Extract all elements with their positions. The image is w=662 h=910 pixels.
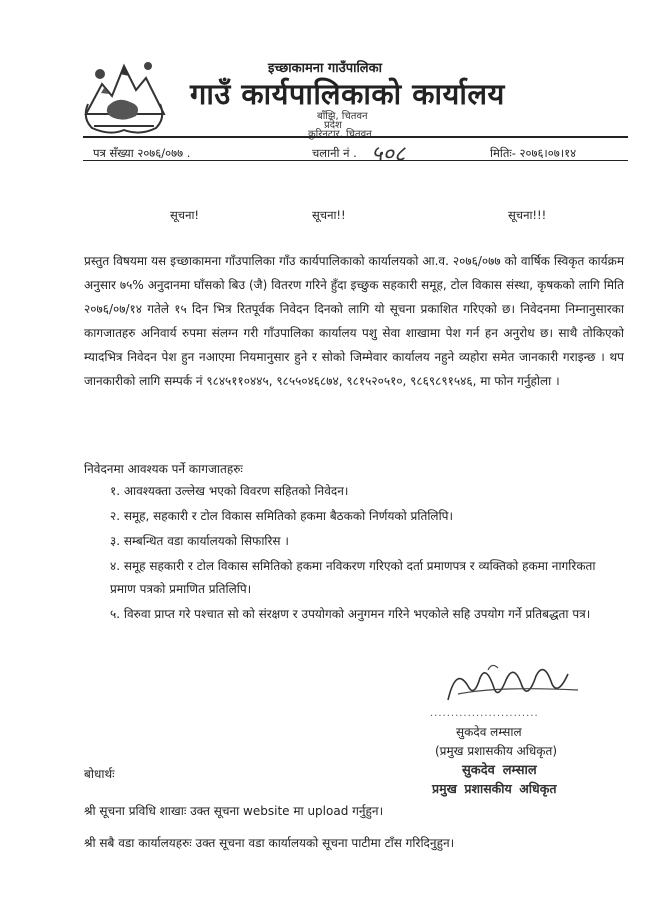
seal-line: प्रदेश — [324, 120, 342, 131]
signatory-name: सुकदेव लम्साल — [456, 725, 522, 739]
cc-line: श्री सूचना प्रविधि शाखाः उक्त सूचना website मा upload गर्नुहुन। — [84, 804, 384, 818]
letter-date: मितिः- २०७६।०७।१४ — [490, 146, 577, 160]
document-item: २. समूह, सहकारी र टोल विकास समितिको हकमा बैठकको निर्णयको प्रतिलिपि। — [110, 509, 454, 523]
cc-line: श्री सबै वडा कार्यालयहरुः उक्त सूचना वडा कार्यालयको सूचना पाटीमा टाँस गरिदिनुहुन। — [84, 836, 455, 850]
office-title: गाउँ कार्यपालिकाको कार्यालय — [190, 77, 505, 111]
document-item: १. आवश्यक्ता उल्लेख भएको विवरण सहितको निवेदन। — [110, 484, 349, 498]
reference-rule — [83, 160, 628, 161]
signature-dots: .......................... — [430, 708, 539, 719]
seal-line: बाँझि, चितवन — [317, 111, 368, 122]
notice-heading: सूचना! — [170, 208, 200, 222]
stamp-title: प्रमुख प्रशासकीय अधिकृत — [432, 781, 557, 796]
notice-heading: सूचना!! — [312, 208, 346, 222]
notice-body: प्रस्तुत विषयमा यस इच्छाकामना गाँउपालिका गाँउ कार्यपालिकाको कार्यालयको आ.व. २०७६/०७७ को वार्षिक स्विकृत कार्यक्रम अनुसार ७५% अनुदानमा घाँसको बिउ (जै) वितरण गरिने हुँदा इच्छुक सहकारी समूह, टोल विकास संस्था, कृषकको लागि मिति २०७६/०७/१४ गतेले १५ दिन भित्र रितपूर्वक निवेदन दिनको लागि यो सूचना प्रकाशित गरिएको छ। निवेदनमा निम्नानुसारका कागजातहरु अनिवार्य रुपमा संलग्न गरी गाँउपालिका कार्यालय पशु सेवा शाखामा पेश गर्न हन अनुरोध छ। साथै तोकिएको म्यादभित्र निवेदन पेश हुन नआएमा नियमानुसार हुने र सोको जिम्मेवार कार्यालय नहुने व्यहोरा समेत जानकारी गराइन्छ । थप जानकारीको लागि सम्पर्क नं ९८४५११०४४५, ९८५५०४६८७४, ९८१५२०५१०, ९८६९८९१५४६, मा फोन गर्नुहोला । — [84, 254, 624, 388]
header-rule — [83, 136, 628, 138]
documents-list — [110, 480, 610, 628]
documents-heading: निवेदनमा आवश्यक पर्ने कागजातहरुः — [84, 462, 243, 476]
letter-number: पत्र सँख्या २०७६/०७७ . — [93, 146, 191, 160]
dispatch-label: चलानी नं . — [312, 146, 357, 160]
signatory-title: (प्रमुख प्रशासकीय अधिकृत) — [435, 744, 558, 758]
document-item: ४. समूह सहकारी र टोल विकास समितिको हकमा नविकरण गरिएको दर्ता प्रमाणपत्र र व्यक्तिको हकमा नागरिकता प्रमाण पत्रको प्रमाणित प्रतिलिपि। — [110, 559, 596, 596]
document-item: ५. विरुवा प्राप्त गरे पश्चात सो को संरक्षण र उपयोगको अनुगमन गरिने भएकोले सहि उपयोग गर्ने प्रतिबद्धता पत्र। — [110, 607, 591, 621]
bodharth-label: बोधार्थः — [84, 767, 115, 781]
seal-line: कुरिनटार, चितवन — [308, 129, 372, 140]
dispatch-number: ५०८ — [371, 142, 406, 167]
handwritten-signature — [428, 656, 588, 712]
nepal-emblem-icon — [74, 44, 174, 140]
municipality-name: इच्छाकामना गाउँपालिका — [268, 61, 382, 76]
document-item: ३. सम्बन्धित वडा कार्यालयको सिफारिस । — [110, 534, 289, 548]
notice-heading: सूचना!!! — [508, 208, 547, 222]
stamp-name: सुकदेव लम्साल — [462, 763, 537, 778]
